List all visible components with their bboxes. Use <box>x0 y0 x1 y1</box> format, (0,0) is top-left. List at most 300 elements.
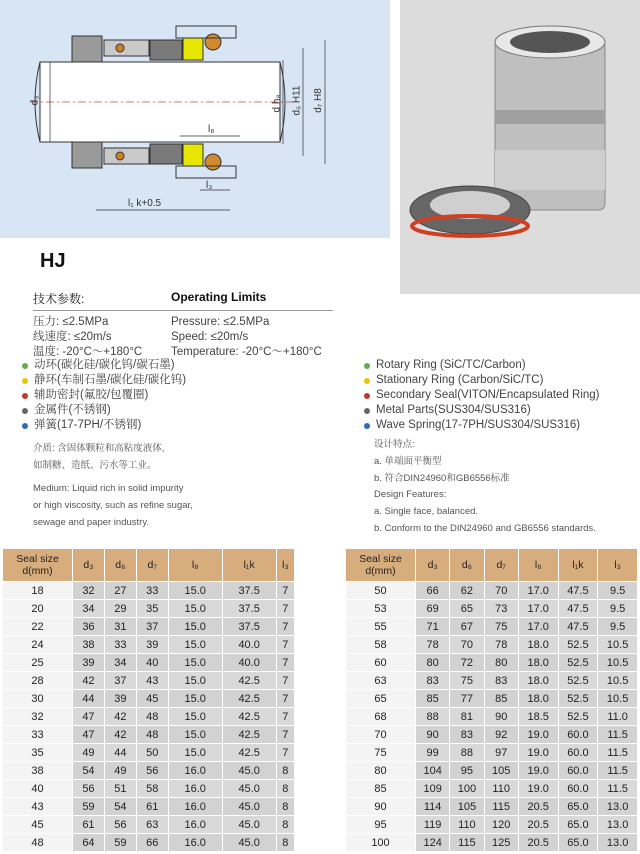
table-cell: 31 <box>104 618 136 636</box>
table-cell: 16.0 <box>168 834 222 852</box>
table-cell: 52.5 <box>558 708 598 726</box>
table-cell: 65.0 <box>558 798 598 816</box>
table-cell: 68 <box>346 708 416 726</box>
table-cell: 18.0 <box>518 690 558 708</box>
table-cell: 15.0 <box>168 600 222 618</box>
table-cell: 80 <box>416 654 450 672</box>
table-cell: 52.5 <box>558 672 598 690</box>
label-d3: d₃ <box>29 95 41 106</box>
table-cell: 53 <box>346 600 416 618</box>
design-cn <box>374 436 510 487</box>
table-cell: 16.0 <box>168 816 222 834</box>
table-cell: 8 <box>276 762 294 780</box>
bullet-icon <box>22 408 28 414</box>
table-cell: 19.0 <box>518 780 558 798</box>
table-cell: 13.0 <box>598 834 638 852</box>
table-row <box>3 690 295 708</box>
table-cell: 90 <box>484 708 518 726</box>
table-cell: 33 <box>104 636 136 654</box>
column-header: Seal size d(mm) <box>346 549 416 582</box>
column-header: d₇ <box>136 549 168 582</box>
table-cell: 15.0 <box>168 582 222 600</box>
table-row <box>3 636 295 654</box>
table-cell: 15.0 <box>168 726 222 744</box>
table-cell: 10.5 <box>598 690 638 708</box>
table-cell: 47.5 <box>558 600 598 618</box>
design-cn-line: 设计特点: <box>374 439 415 450</box>
table-cell: 60.0 <box>558 726 598 744</box>
table-cell: 105 <box>450 798 484 816</box>
table-cell: 7 <box>276 726 294 744</box>
table-cell: 63 <box>136 816 168 834</box>
table-cell: 50 <box>346 582 416 600</box>
table-cell: 36 <box>73 618 105 636</box>
table-cell: 48 <box>3 834 73 852</box>
material-item <box>364 358 600 373</box>
table-row <box>346 672 638 690</box>
table-cell: 33 <box>3 726 73 744</box>
table-cell: 60 <box>346 654 416 672</box>
table-cell: 9.5 <box>598 600 638 618</box>
material-text: Stationary Ring (Carbon/SiC/TC) <box>376 374 544 386</box>
table-cell: 7 <box>276 654 294 672</box>
material-text: 弹簧(17-7PH/不锈钢) <box>34 419 142 431</box>
specs-header-en: Operating Limits <box>171 290 267 304</box>
table-cell: 100 <box>346 834 416 852</box>
seal-product-illustration <box>400 0 640 294</box>
table-cell: 13.0 <box>598 816 638 834</box>
table-cell: 69 <box>416 600 450 618</box>
table-cell: 7 <box>276 636 294 654</box>
table-cell: 65.0 <box>558 816 598 834</box>
table-cell: 81 <box>450 708 484 726</box>
material-text: Secondary Seal(VITON/Encapsulated Ring) <box>376 389 600 401</box>
table-cell: 45.0 <box>222 798 276 816</box>
spec-row <box>33 315 333 330</box>
table-cell: 54 <box>73 762 105 780</box>
table-cell: 104 <box>416 762 450 780</box>
table-cell: 54 <box>104 798 136 816</box>
table-cell: 43 <box>3 798 73 816</box>
column-header: d₃ <box>416 549 450 582</box>
table-cell: 95 <box>450 762 484 780</box>
spec-cn: 压力: ≤2.5MPa <box>33 316 109 328</box>
table-cell: 119 <box>416 816 450 834</box>
table-cell: 44 <box>104 744 136 762</box>
materials-en <box>364 358 600 433</box>
bullet-icon <box>22 378 28 384</box>
product-photo <box>400 0 640 294</box>
table-cell: 110 <box>450 816 484 834</box>
table-cell: 18 <box>3 582 73 600</box>
table-cell: 37.5 <box>222 582 276 600</box>
table-cell: 44 <box>73 690 105 708</box>
label-d7: d₇ H8 <box>312 88 324 113</box>
table-cell: 7 <box>276 600 294 618</box>
table-cell: 105 <box>484 762 518 780</box>
table-row <box>3 744 295 762</box>
column-header: d₇ <box>484 549 518 582</box>
column-header: l₁k <box>222 549 276 582</box>
bullet-icon <box>364 423 370 429</box>
table-cell: 10.5 <box>598 636 638 654</box>
table-cell: 20.5 <box>518 798 558 816</box>
table-cell: 100 <box>450 780 484 798</box>
table-cell: 15.0 <box>168 672 222 690</box>
table-cell: 30 <box>3 690 73 708</box>
table-cell: 78 <box>484 636 518 654</box>
table-cell: 45.0 <box>222 816 276 834</box>
table-cell: 11.5 <box>598 726 638 744</box>
table-cell: 8 <box>276 780 294 798</box>
table-cell: 47 <box>73 726 105 744</box>
table-cell: 45.0 <box>222 834 276 852</box>
table-cell: 16.0 <box>168 762 222 780</box>
material-item <box>22 418 186 433</box>
table-cell: 64 <box>73 834 105 852</box>
table-cell: 92 <box>484 726 518 744</box>
table-cell: 10.5 <box>598 672 638 690</box>
table-cell: 88 <box>416 708 450 726</box>
table-row <box>346 618 638 636</box>
table-cell: 59 <box>104 834 136 852</box>
table-row <box>3 600 295 618</box>
table-cell: 61 <box>136 798 168 816</box>
bullet-icon <box>22 393 28 399</box>
table-cell: 39 <box>104 690 136 708</box>
table-cell: 85 <box>484 690 518 708</box>
table-row <box>346 690 638 708</box>
medium-en-line: sewage and paper industry. <box>33 517 150 528</box>
table-cell: 22 <box>3 618 73 636</box>
bullet-icon <box>364 378 370 384</box>
table-cell: 85 <box>416 690 450 708</box>
table-cell: 71 <box>416 618 450 636</box>
table-row <box>3 672 295 690</box>
table-cell: 42 <box>104 726 136 744</box>
table-cell: 56 <box>136 762 168 780</box>
table-cell: 56 <box>73 780 105 798</box>
label-l1k: l₁ k+0.5 <box>128 198 162 209</box>
material-item <box>22 388 186 403</box>
table-cell: 37 <box>136 618 168 636</box>
medium-cn-line: 介质: 含固体颗粒和高粘度液体, <box>33 443 165 454</box>
table-cell: 124 <box>416 834 450 852</box>
table-cell: 120 <box>484 816 518 834</box>
table-cell: 11.0 <box>598 708 638 726</box>
table-cell: 7 <box>276 582 294 600</box>
table-cell: 7 <box>276 690 294 708</box>
table-cell: 37.5 <box>222 600 276 618</box>
table-cell: 51 <box>104 780 136 798</box>
table-cell: 95 <box>346 816 416 834</box>
cross-section-diagram <box>0 0 390 238</box>
table-cell: 18.5 <box>518 708 558 726</box>
table-cell: 115 <box>484 798 518 816</box>
table-row <box>3 708 295 726</box>
table-cell: 16.0 <box>168 780 222 798</box>
table-cell: 83 <box>416 672 450 690</box>
table-cell: 49 <box>73 744 105 762</box>
bullet-icon <box>22 363 28 369</box>
spec-en: Pressure: ≤2.5MPa <box>171 316 270 328</box>
table-cell: 11.5 <box>598 744 638 762</box>
table-cell: 7 <box>276 744 294 762</box>
table-cell: 77 <box>450 690 484 708</box>
table-cell: 47.5 <box>558 582 598 600</box>
size-table-left <box>2 548 295 852</box>
bullet-icon <box>22 423 28 429</box>
table-cell: 35 <box>136 600 168 618</box>
table-cell: 80 <box>346 762 416 780</box>
table-cell: 19.0 <box>518 726 558 744</box>
table-cell: 70 <box>450 636 484 654</box>
table-cell: 35 <box>3 744 73 762</box>
table-cell: 42.5 <box>222 726 276 744</box>
material-item <box>22 358 186 373</box>
table-cell: 11.5 <box>598 762 638 780</box>
medium-en-line: or high viscosity, such as refine sugar, <box>33 500 193 511</box>
table-cell: 15.0 <box>168 618 222 636</box>
spec-en: Temperature: -20°C～+180°C <box>171 346 322 358</box>
column-header: d₆ <box>104 549 136 582</box>
table-cell: 83 <box>484 672 518 690</box>
table-cell: 37 <box>104 672 136 690</box>
material-text: 辅助密封(氟胶/包覆圈) <box>34 389 149 401</box>
table-row <box>346 654 638 672</box>
table-cell: 24 <box>3 636 73 654</box>
table-cell: 8 <box>276 834 294 852</box>
medium-cn-line: 如制糖、造纸、污水等工业。 <box>33 460 157 471</box>
design-en-line: b. Conform to the DIN24960 and GB6556 standards. <box>374 523 596 534</box>
table-row <box>346 744 638 762</box>
table-cell: 48 <box>136 708 168 726</box>
spec-cn: 温度: -20°C～+180°C <box>33 346 143 358</box>
table-cell: 17.0 <box>518 600 558 618</box>
table-cell: 80 <box>484 654 518 672</box>
table-row <box>3 618 295 636</box>
table-cell: 39 <box>136 636 168 654</box>
column-header: l₃ <box>598 549 638 582</box>
table-cell: 75 <box>346 744 416 762</box>
design-en <box>374 486 596 537</box>
table-cell: 75 <box>450 672 484 690</box>
table-cell: 70 <box>484 582 518 600</box>
material-item <box>364 403 600 418</box>
table-cell: 59 <box>73 798 105 816</box>
column-header: l₈ <box>518 549 558 582</box>
table-cell: 52.5 <box>558 654 598 672</box>
table-cell: 20 <box>3 600 73 618</box>
design-cn-line: a. 单端面平衡型 <box>374 456 442 467</box>
material-item <box>364 388 600 403</box>
label-dh8: d h₈ <box>271 94 283 113</box>
table-cell: 18.0 <box>518 654 558 672</box>
table-row <box>3 834 295 852</box>
materials-cn <box>22 358 186 433</box>
table-row <box>346 834 638 852</box>
label-l3: l₃ <box>206 180 213 191</box>
design-en-line: Design Features: <box>374 489 447 500</box>
table-cell: 88 <box>450 744 484 762</box>
table-cell: 90 <box>346 798 416 816</box>
table-cell: 34 <box>104 654 136 672</box>
table-cell: 7 <box>276 618 294 636</box>
table-cell: 97 <box>484 744 518 762</box>
table-cell: 73 <box>484 600 518 618</box>
table-cell: 18.0 <box>518 672 558 690</box>
table-cell: 125 <box>484 834 518 852</box>
table-cell: 40 <box>3 780 73 798</box>
material-text: Rotary Ring (SiC/TC/Carbon) <box>376 359 526 371</box>
table-cell: 78 <box>416 636 450 654</box>
material-text: Wave Spring(17-7PH/SUS304/SUS316) <box>376 419 581 431</box>
table-row <box>346 708 638 726</box>
material-item <box>364 373 600 388</box>
table-cell: 15.0 <box>168 690 222 708</box>
material-item <box>22 373 186 388</box>
table-row <box>3 582 295 600</box>
table-cell: 42.5 <box>222 672 276 690</box>
medium-en <box>33 480 193 531</box>
table-row <box>346 762 638 780</box>
table-row <box>3 798 295 816</box>
column-header: Seal size d(mm) <box>3 549 73 582</box>
table-cell: 75 <box>484 618 518 636</box>
spec-row <box>33 330 333 345</box>
table-row <box>3 762 295 780</box>
table-cell: 43 <box>136 672 168 690</box>
medium-en-line: Medium: Liquid rich in solid impurity <box>33 483 184 494</box>
table-cell: 58 <box>346 636 416 654</box>
spec-cn: 线速度: ≤20m/s <box>33 331 112 343</box>
column-header: l₁k <box>558 549 598 582</box>
table-cell: 40.0 <box>222 654 276 672</box>
bullet-icon <box>364 408 370 414</box>
table-cell: 60.0 <box>558 780 598 798</box>
table-cell: 8 <box>276 798 294 816</box>
label-l8: l₈ <box>208 124 215 135</box>
table-row <box>3 816 295 834</box>
model-title: HJ <box>40 250 66 272</box>
table-cell: 19.0 <box>518 744 558 762</box>
table-cell: 17.0 <box>518 582 558 600</box>
label-d6: d₆ H11 <box>291 85 303 116</box>
table-row <box>346 582 638 600</box>
specs-header-cn: 技术参数: <box>33 292 85 306</box>
bullet-icon <box>364 393 370 399</box>
table-cell: 66 <box>136 834 168 852</box>
medium-cn <box>33 440 164 474</box>
table-cell: 9.5 <box>598 618 638 636</box>
table-cell: 55 <box>346 618 416 636</box>
table-cell: 8 <box>276 816 294 834</box>
seal-drawing <box>0 0 390 238</box>
table-cell: 47 <box>73 708 105 726</box>
table-cell: 72 <box>450 654 484 672</box>
table-row <box>3 780 295 798</box>
table-cell: 38 <box>73 636 105 654</box>
table-cell: 27 <box>104 582 136 600</box>
table-cell: 13.0 <box>598 798 638 816</box>
table-cell: 67 <box>450 618 484 636</box>
material-text: 静环(车制石墨/碳化硅/碳化钨) <box>34 374 187 386</box>
table-cell: 65.0 <box>558 834 598 852</box>
table-cell: 33 <box>136 582 168 600</box>
table-cell: 15.0 <box>168 654 222 672</box>
table-cell: 45 <box>136 690 168 708</box>
table-cell: 42 <box>73 672 105 690</box>
table-cell: 52.5 <box>558 636 598 654</box>
bullet-icon <box>364 363 370 369</box>
table-cell: 19.0 <box>518 762 558 780</box>
table-cell: 109 <box>416 780 450 798</box>
table-cell: 60.0 <box>558 762 598 780</box>
table-cell: 45 <box>3 816 73 834</box>
table-cell: 62 <box>450 582 484 600</box>
table-cell: 42.5 <box>222 708 276 726</box>
table-row <box>346 780 638 798</box>
table-cell: 52.5 <box>558 690 598 708</box>
table-row <box>346 816 638 834</box>
table-cell: 39 <box>73 654 105 672</box>
table-row <box>346 798 638 816</box>
table-row <box>346 726 638 744</box>
table-cell: 66 <box>416 582 450 600</box>
table-cell: 90 <box>416 726 450 744</box>
table-cell: 65 <box>450 600 484 618</box>
design-cn-line: b. 符合DIN24960和GB6556标准 <box>374 473 510 484</box>
table-cell: 15.0 <box>168 636 222 654</box>
column-header: l₃ <box>276 549 294 582</box>
table-cell: 16.0 <box>168 798 222 816</box>
table-cell: 7 <box>276 672 294 690</box>
table-cell: 47.5 <box>558 618 598 636</box>
design-en-line: a. Single face, balanced. <box>374 506 479 517</box>
material-item <box>22 403 186 418</box>
table-cell: 32 <box>73 582 105 600</box>
table-row <box>3 726 295 744</box>
table-cell: 11.5 <box>598 780 638 798</box>
table-cell: 7 <box>276 708 294 726</box>
table-cell: 25 <box>3 654 73 672</box>
material-text: 动环(碳化硅/碳化钨/碳石墨) <box>34 359 175 371</box>
table-cell: 110 <box>484 780 518 798</box>
table-cell: 17.0 <box>518 618 558 636</box>
table-cell: 45.0 <box>222 780 276 798</box>
table-cell: 40.0 <box>222 636 276 654</box>
table-cell: 42 <box>104 708 136 726</box>
table-cell: 58 <box>136 780 168 798</box>
table-cell: 42.5 <box>222 744 276 762</box>
table-cell: 56 <box>104 816 136 834</box>
table-row <box>3 654 295 672</box>
table-cell: 61 <box>73 816 105 834</box>
table-cell: 15.0 <box>168 744 222 762</box>
table-cell: 29 <box>104 600 136 618</box>
size-table-right <box>345 548 638 852</box>
table-cell: 40 <box>136 654 168 672</box>
table-cell: 63 <box>346 672 416 690</box>
table-row <box>346 600 638 618</box>
column-header: d₃ <box>73 549 105 582</box>
table-cell: 85 <box>346 780 416 798</box>
spec-en: Speed: ≤20m/s <box>171 331 249 343</box>
table-cell: 32 <box>3 708 73 726</box>
table-cell: 48 <box>136 726 168 744</box>
table-cell: 37.5 <box>222 618 276 636</box>
table-cell: 20.5 <box>518 816 558 834</box>
